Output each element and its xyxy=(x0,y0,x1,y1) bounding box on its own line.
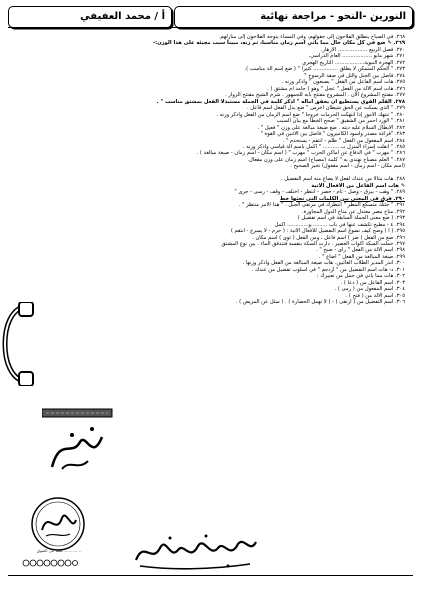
question-line: ٢٧٣. " الحكم المتمكن لا يطلق ............... كثيرا " ( ضع اسم آلة مناسب ). xyxy=(244,66,405,73)
slogan-caption: ...............معنا الى التفوق xyxy=(36,548,82,553)
question-line: ٢٩٢. مناخ مصر معتدل عن مناخ الدول المجاورة. xyxy=(302,208,405,215)
question-line: ٣٠٤. اسم المفعول من ( رمى ) . xyxy=(334,286,405,293)
question-line: ٢٩٨. اسم الآلة من الفعل " راى - صبح " . xyxy=(316,247,405,254)
question-line: ٢٩٤. ٤ - مطبخ تكشف عنها في باب ..........و............. أكمل xyxy=(274,221,405,228)
question-line: ٢٧٥. هات اسم الفاعل من الفعل " يصنعون " واذكر وزنه . xyxy=(281,79,405,86)
telephone-receiver-icon xyxy=(1,302,35,386)
question-line: ٣٠٣. اسم الفاعل من ( دعا ) . xyxy=(340,279,405,286)
instruction-line: ✎ هات اسم الفاعل من الأفعال الآتية xyxy=(311,182,405,189)
question-line: ٢٧٤. فاضل بين الجبل والتل في صفة الرسوخ " xyxy=(304,72,405,79)
handwritten-signature xyxy=(130,530,260,572)
question-line: ٢٧٢. الهجرة النبوية.................. التاريخ الهجري xyxy=(302,59,405,66)
question-line: (اسم مكان - اسم زمان - اسم مفعول) تخير الصحيح . xyxy=(290,163,405,170)
question-line: ٢٩١. " جئتك متسكع المطر " انتظرك في مرتقى الجبل . " هذا الأمر منتظر " . xyxy=(238,202,405,209)
question-line: ٢٧٦. هات اسم الآلة من الفعل " عجل " وهو ( جامد أم مشتق ) . xyxy=(267,85,405,92)
question-line: ٣٠١. د- هات اسم التفضيل من " ازدحم " في أسلوب تفضيل من عندك . xyxy=(251,266,405,273)
question-line: ٣٠٢. هات مما يأتي في جمل من تعبيرك : xyxy=(316,273,405,280)
question-line: ٢٧٨. القلم القوي يستطيع أن يحقق آماله " اذكر كلمة في الجملة مستبدلا الفعل بمشتق مناسب " . xyxy=(156,98,405,105)
question-line: ٢٨٧. " العلم مصباح نهتدي به " كلمة (مصباح) اسم زمان على وزن مفعال. xyxy=(247,156,405,163)
question-line: ٣٠٦. اسم التفضيل من ( ارتقى ) - ( لا نهمل الحضارة ) . ( سئل عن المريض ) . xyxy=(235,299,405,306)
question-line: ٢٧٩. " الذي يسكت عن الحق شيطان أخرس " ضع بدل الفعل اسم فاعل . xyxy=(247,105,405,112)
question-line: ٢٩٧. حملت السكة أكواب العصير . دارت السكة بنفسه فتندفق الماء . بين نوع المشتق xyxy=(221,241,405,247)
footer-divider xyxy=(8,575,413,576)
page-title: النورين -النحو - مراجعة نهائية xyxy=(260,11,406,22)
question-line: ٢٩٣. ( ضع معنى الجملة السابقة في اسم تفضيل ) xyxy=(297,215,405,222)
question-line: ٢٧١. شهر مايو .................. العام الدراسي. xyxy=(308,53,405,60)
question-line: ٢٨١. " الورد أحمر من الشقيق " صحح الخطأ مع بيان السبب xyxy=(276,118,405,125)
teacher-name-box xyxy=(8,6,172,28)
question-line: ٢٨٨. هات مثالا من عندك لفعل لا يصاغ منه اسم التفضيل . xyxy=(280,176,405,183)
questions-list xyxy=(45,34,405,306)
question-line: ٢٦٨. في الصباح ينطلق الفلاحون إلى حقولهم، وفي المساء يتوجه الفلاحون إلى منازلهم. xyxy=(218,34,405,40)
question-line: ٢٧٠. فصل الربيع .................. الأزهار. xyxy=(320,46,405,53)
question-line: ٢٨٢. الأبطال السلام عليه ديته . ضع صيغة مبالغة على وزن " فعيل " . xyxy=(257,124,405,131)
question-line: ٣٠٠. أنذر المدير الطلاب الغائبين. هات صيغة المبالغة من الفعل واذكر وزنها . xyxy=(242,260,405,267)
question-line: ٢٨٩. " وهب - يبرق - وصل - نام - حضر - انتظر - اختلف - وقف - رسى - جرى " xyxy=(234,189,405,196)
question-line: ٢٩٩. صيغة المبالغة من الفعل " أضاع " . xyxy=(318,253,405,260)
title-box xyxy=(174,6,413,28)
question-line: ٢٨٦. " مهرب " في الدفاع عن أماكن الحرب " مهرب " ( اسم مكان - اسم زمان - صيغة مبالغة ) . xyxy=(196,150,405,157)
flower-border-decoration xyxy=(22,558,78,568)
question-line: ٢٨٤. اسم المفعول من الفعل " ظلم - انتقم - يستخدم " . xyxy=(282,137,405,144)
question-line: ٢٨٥. " انقلت إسراء المنزل بــ .......... " اكمل باسم آلة قياسي واذكر وزنه . xyxy=(242,143,405,150)
calligraphy-frame-image xyxy=(42,407,116,477)
question-line: ٣٠٥. اسم الآلة من ( فتح ) . xyxy=(345,292,405,299)
instruction-line: ٢٩٠. فرق في المعنى بين الكلمات التي تحتها خط xyxy=(279,195,405,202)
header-divider xyxy=(8,27,413,28)
question-line: ٢٩٦. صغ من الفعل ( ضر ) اسم فاعل ، ومن الفعل ( ثوى ) اسم مكان . xyxy=(252,234,405,241)
question-line: ٢٩٥. ( أ ) وضح كيف نصوغ اسم التفضيل للأفعال الآتية : ( حرم - لا يسرع - انتقم ) xyxy=(230,228,405,235)
question-line: ٢٨٣. "فراغة مصدر وأسود الكاميرون " فاضل بين الاثنين في القوة " xyxy=(260,131,405,138)
page-header xyxy=(8,6,413,28)
question-line: ٢٧٧. مفتتح المشروع الآن . المشروع مفتتح بابه للجمهور . شرم الشيخ مفتتح الزوار . xyxy=(225,92,405,99)
question-line: ٢٨٠. " تنتهك الأمور إذا انتهكت الحرمات خروجا " ضع اسم الزمان من الفعل واذكر وزنه . xyxy=(216,111,405,118)
instruction-line: ٢٦٩. ✎ ضع في كل مكان خال مما يأتي اسم زمان مناسبا، ثم زنه، مبينا سبب مجيئه على هذا الوزن:- xyxy=(153,40,405,47)
teacher-name: أ / محمد العفيفي xyxy=(80,11,165,22)
